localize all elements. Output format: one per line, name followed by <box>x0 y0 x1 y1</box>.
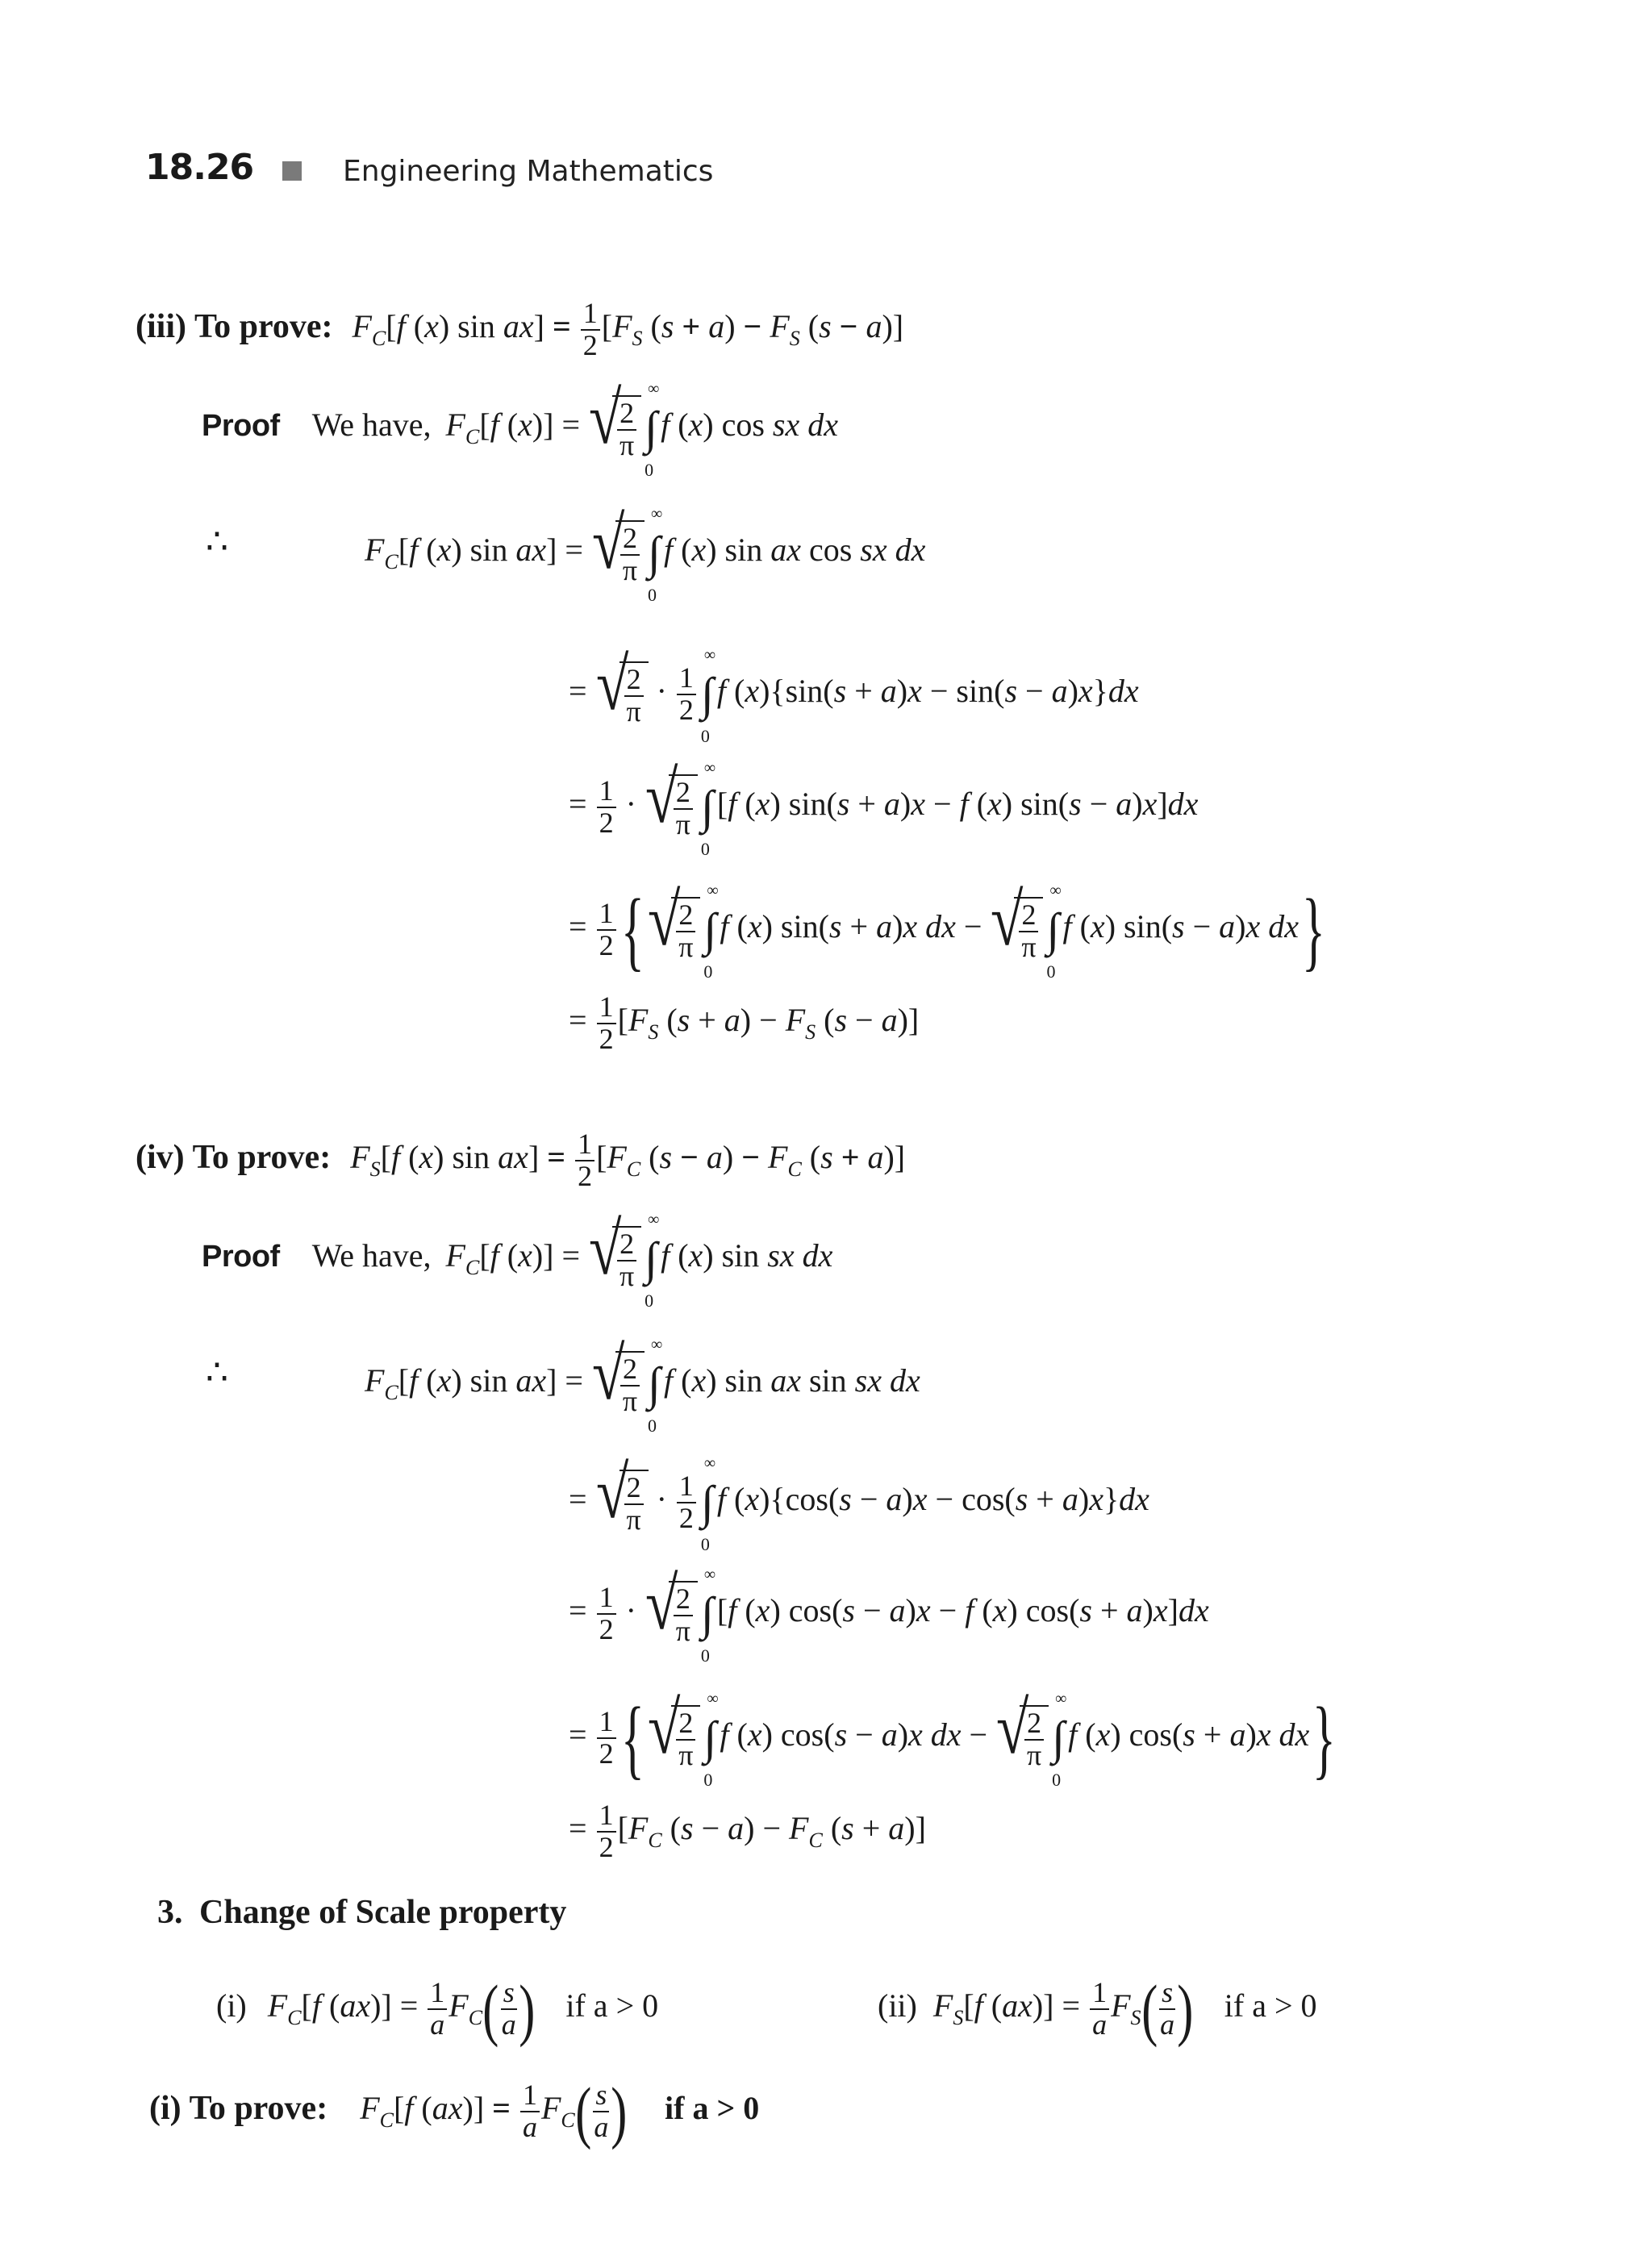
section-3-number: 3. <box>157 1894 183 1931</box>
part-iv-eq-1: $F_C[f$ (x) sin ax] = √ $\frac{2}{\pi}$ ∫ ∞ 0 f (x) sin ax sin sx dx <box>365 1351 920 1417</box>
part-iii-eq-5: = $\frac{1}{2}$ [$F_S$ $(s + a) - F_S$ (s − a)] <box>569 990 920 1055</box>
scale-item-i-condition: if a > 0 <box>565 1987 659 2025</box>
part-iii-eq-3: = $\frac{1}{2}$ · √ $\frac{2}{\pi}$ ∫ ∞ 0 [f (x) sin(s + a)x − f (x) sin(s − a)x]dx <box>569 774 1198 840</box>
part-iii-proof-line: Proof We have, $F_C[f$ (x)] = √ $\frac{2}{\pi}$ ∫ ∞ 0 f (x) cos sx dx <box>202 395 838 461</box>
scale-part-i-condition: if a > 0 <box>665 2090 760 2127</box>
scale-item-ii: (ii) $F_S[f$ (ax)] = $\frac{1}{a}$ $F_S$( $\frac{s}{a}$ ) if a > 0 <box>878 1970 1317 2048</box>
part-iv-label: (iv) <box>136 1138 185 1176</box>
book-title: Engineering Mathematics <box>343 155 714 188</box>
page-number: 18.26 <box>145 147 254 188</box>
scale-item-ii-condition: if a > 0 <box>1224 1987 1317 2025</box>
header-square-icon <box>282 161 302 181</box>
scale-part-i-to-prove: To prove: <box>189 2090 328 2128</box>
part-iii-we-have: We have, <box>311 406 432 443</box>
scale-item-ii-label: (ii) <box>878 1987 917 2025</box>
part-iv-proof-label: Proof <box>202 1239 280 1274</box>
part-iv-therefore: ∴ <box>206 1353 228 1392</box>
scale-item-i: (i) $F_C[f$ (ax)] = $\frac{1}{a}$ $F_C$( $\frac{s}{a}$ ) if a > 0 <box>216 1970 659 2048</box>
part-iii-to-prove: To prove: <box>194 307 333 345</box>
scale-part-i-label: (i) <box>149 2090 181 2128</box>
part-iii-eq-1: $F_C[f$ (x) sin ax] = √ $\frac{2}{\pi}$ ∫ ∞ 0 f (x) sin ax cos sx dx <box>365 520 925 586</box>
part-iv-to-prove: To prove: <box>192 1138 332 1176</box>
part-iv-eq-4: = $\frac{1}{2}$ { √ $\frac{2}{\pi}$ ∫ ∞ 0 f (x) cos(s − a)x dx − √ $\frac{2}{\pi}$ ∫ ∞ 0 f (x) cos(s + a)x dx} <box>569 1694 1339 1783</box>
part-iii-eq-2: = √ $\frac{2}{\pi}$ · $\frac{1}{2}$ ∫ ∞ 0 f (x){sin(s + a)x − sin(s − a)x}dx <box>569 661 1139 728</box>
part-iv-eq-2: = √ $\frac{2}{\pi}$ · $\frac{1}{2}$ ∫ ∞ 0 f (x){cos(s − a)x − cos(s + a)x}dx <box>569 1470 1149 1536</box>
part-iii-therefore: ∴ <box>206 522 228 561</box>
part-iv-eq-5: = $\frac{1}{2}$ [$F_C$ $(s - a) - F_C$ (s + a)] <box>569 1799 926 1863</box>
part-iii-proof-label: Proof <box>202 408 280 443</box>
section-3-title: Change of Scale property <box>199 1894 567 1931</box>
scale-part-i-statement: (i) To prove: $F_C[f$ (ax)] = $\frac{1}{a}$ $F_C$( $\frac{s}{a}$ ) if a > 0 <box>149 2073 760 2150</box>
scale-item-i-label: (i) <box>216 1987 247 2025</box>
part-iv-statement: (iv) To prove: $F_S[f$ (x) sin ax] = $\frac{1}{2}$ [$F_C$ $(s - a) - F_C$ (s + a)] <box>136 1128 906 1192</box>
part-iv-we-have: We have, <box>311 1236 432 1274</box>
part-iv-proof-line: Proof We have, $F_C[f$ (x)] = √ $\frac{2}{\pi}$ ∫ ∞ 0 f (x) sin sx dx <box>202 1226 832 1292</box>
part-iii-label: (iii) <box>136 307 186 345</box>
part-iii-statement: (iii) To prove: $F_C[f$ (x) sin ax] = $\frac{1}{2}$ [$F_S$ $(s + a) - F_S$ (s − a)] <box>136 297 904 361</box>
part-iii-eq-4: = $\frac{1}{2}$ { √ $\frac{2}{\pi}$ ∫ ∞ 0 f (x) sin(s + a)x dx − √ $\frac{2}{\pi}$ ∫ ∞ 0 f (x) sin(s − a)x dx} <box>569 886 1329 974</box>
section-3-heading <box>157 1895 566 1929</box>
part-iv-eq-3: = $\frac{1}{2}$ · √ $\frac{2}{\pi}$ ∫ ∞ 0 [f (x) cos(s − a)x − f (x) cos(s + a)x]dx <box>569 1581 1209 1647</box>
